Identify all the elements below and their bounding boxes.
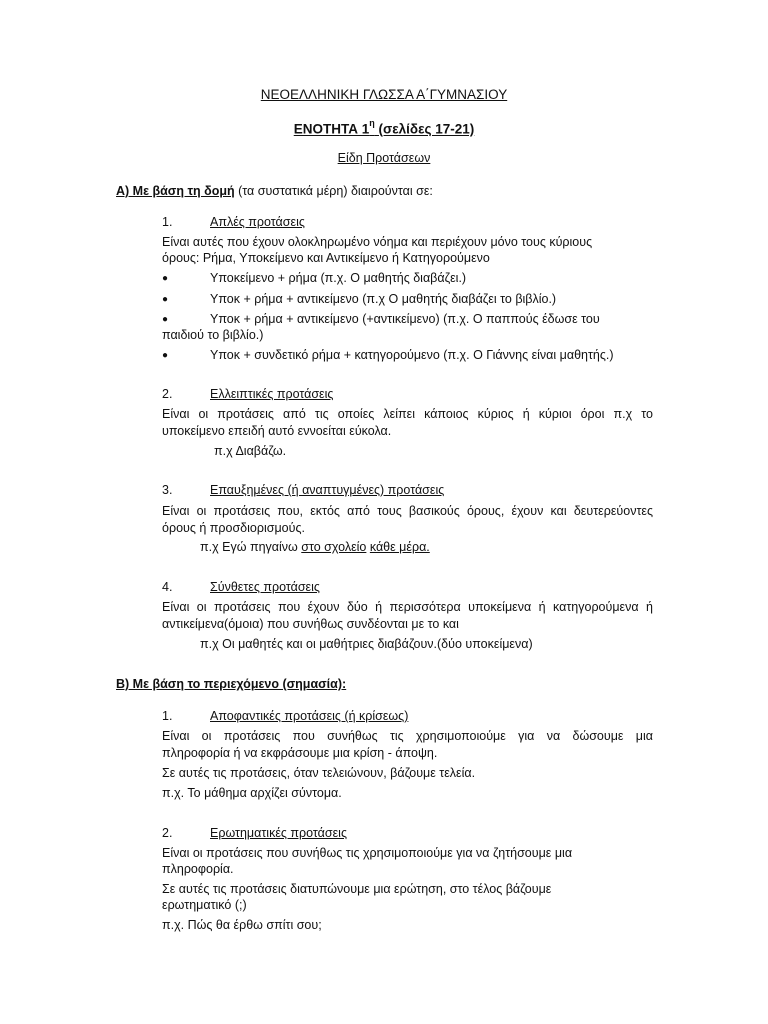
a4-text-line1: Είναι οι προτάσεις που έχουν δύο ή περισσότερα υποκείμενα ή κατηγορούμενα ή (162, 600, 653, 614)
a3-heading: Επαυξημένες (ή αναπτυγμένες) προτάσεις (210, 483, 445, 497)
a4-paragraph (162, 599, 653, 633)
b2-text-line1: Είναι οι προτάσεις που συνήθως τις χρησιμοποιούμε για να ζητήσουμε μια (162, 846, 573, 860)
document-title: ΝΕΟΕΛΛΗΝΙΚΗ ΓΛΩΣΣΑ Α΄ΓΥΜΝΑΣΙΟΥ (260, 87, 508, 102)
b1-number: 1. (162, 709, 173, 723)
a1-text-line1: Είναι αυτές που έχουν ολοκληρωμένο νόημα και περιέχουν μόνο τους κύριους (162, 235, 593, 249)
a1-heading: Απλές προτάσεις (210, 215, 305, 229)
a2-text-line1: Είναι οι προτάσεις από τις οποίες λείπει κάποιος κύριος ή κύριοι όροι π.χ το (162, 407, 653, 421)
b1-paragraph (162, 728, 653, 762)
b2-text-line4: ερωτηματικό (;) (162, 898, 247, 912)
bullet-icon: ● (162, 314, 169, 325)
unit-sup: η (369, 118, 375, 128)
a2-example: π.χ Διαβάζω. (214, 444, 287, 458)
a2-heading: Ελλειπτικές προτάσεις (210, 387, 334, 401)
unit-main: ΕΝΟΤΗΤΑ 1 (293, 121, 370, 137)
b2-example: π.χ. Πώς θα έρθω σπίτι σου; (162, 918, 322, 932)
a1-number: 1. (162, 215, 173, 229)
unit-pages: (σελίδες 17-21) (374, 121, 475, 137)
a4-heading: Σύνθετες προτάσεις (210, 580, 320, 594)
b1-text-line3: Σε αυτές τις προτάσεις, όταν τελειώνουν, βάζουμε τελεία. (162, 766, 476, 780)
section-b-heading (116, 676, 346, 693)
a3-number: 3. (162, 483, 173, 497)
section-a-heading (116, 183, 433, 200)
a4-text-line2: αντικείμενα(όμοια) που συνήθως συνδέονται με το και (162, 617, 459, 631)
a1-bullet-1-text: Υποκείμενο + ρήμα (π.χ. Ο μαθητής διαβάζει.) (210, 271, 467, 285)
section-a-rest: (τα συστατικά μέρη) διαιρούνται σε: (234, 184, 433, 198)
a3-example-place: στο σχολείο (301, 540, 367, 554)
a2-number: 2. (162, 387, 173, 401)
a3-text-line1: Είναι οι προτάσεις που, εκτός από τους βασικούς όρους, έχουν και δευτερεύοντες (162, 504, 653, 518)
bullet-icon: ● (162, 273, 169, 284)
b1-text-line2: πληροφορία ή να εκφράσουμε μια κρίση - άποψη. (162, 746, 438, 760)
section-a-label: Α) Με βάση τη δομή (116, 184, 235, 198)
a4-example: π.χ Οι μαθητές και οι μαθήτριες διαβάζουν.(δύο υποκείμενα) (200, 637, 533, 651)
a3-text-line2: όρους ή προσδιορισμούς. (162, 521, 305, 535)
a2-paragraph (162, 406, 653, 440)
a3-example-time: κάθε μέρα. (369, 540, 430, 554)
a2-text-line2: υποκείμενο επειδή αυτό εννοείται εύκολα. (162, 424, 392, 438)
a1-bullet-3-continuation: παιδιού το βιβλίο.) (162, 328, 264, 342)
a1-text-line2: όρους: Ρήμα, Υποκείμενο και Αντικείμενο ή Κατηγορούμενο (162, 251, 490, 265)
a3-paragraph (162, 503, 653, 537)
b2-text-line2: πληροφορία. (162, 862, 234, 876)
a3-example (200, 539, 430, 556)
section-b-label: Β) Με βάση το περιεχόμενο (σημασία): (116, 677, 347, 691)
b2-text-line3: Σε αυτές τις προτάσεις διατυπώνουμε μια ερώτηση, στο τέλος βάζουμε (162, 882, 552, 896)
unit-heading (0, 117, 768, 138)
document-subtitle: Είδη Προτάσεων (337, 151, 431, 165)
a1-bullet-4-text: Υποκ + συνδετικό ρήμα + κατηγορούμενο (π.χ. Ο Γιάννης είναι μαθητής.) (210, 348, 614, 362)
b2-number: 2. (162, 826, 173, 840)
a1-bullet-3-text: Υποκ + ρήμα + αντικείμενο (+αντικείμενο) (π.χ. Ο παππούς έδωσε του (210, 312, 600, 326)
b1-example: π.χ. Το μάθημα αρχίζει σύντομα. (162, 786, 342, 800)
bullet-icon: ● (162, 350, 169, 361)
a3-example-start: π.χ Εγώ πηγαίνω (200, 540, 302, 554)
a1-bullet-2-text: Υποκ + ρήμα + αντικείμενο (π.χ Ο μαθητής διαβάζει το βιβλίο.) (210, 292, 557, 306)
b1-text-line1: Είναι οι προτάσεις που συνήθως τις χρησιμοποιούμε για να δώσουμε μια (162, 729, 653, 743)
b2-heading: Ερωτηματικές προτάσεις (210, 826, 347, 840)
a4-number: 4. (162, 580, 173, 594)
bullet-icon: ● (162, 294, 169, 305)
b1-heading: Αποφαντικές προτάσεις (ή κρίσεως) (210, 709, 409, 723)
